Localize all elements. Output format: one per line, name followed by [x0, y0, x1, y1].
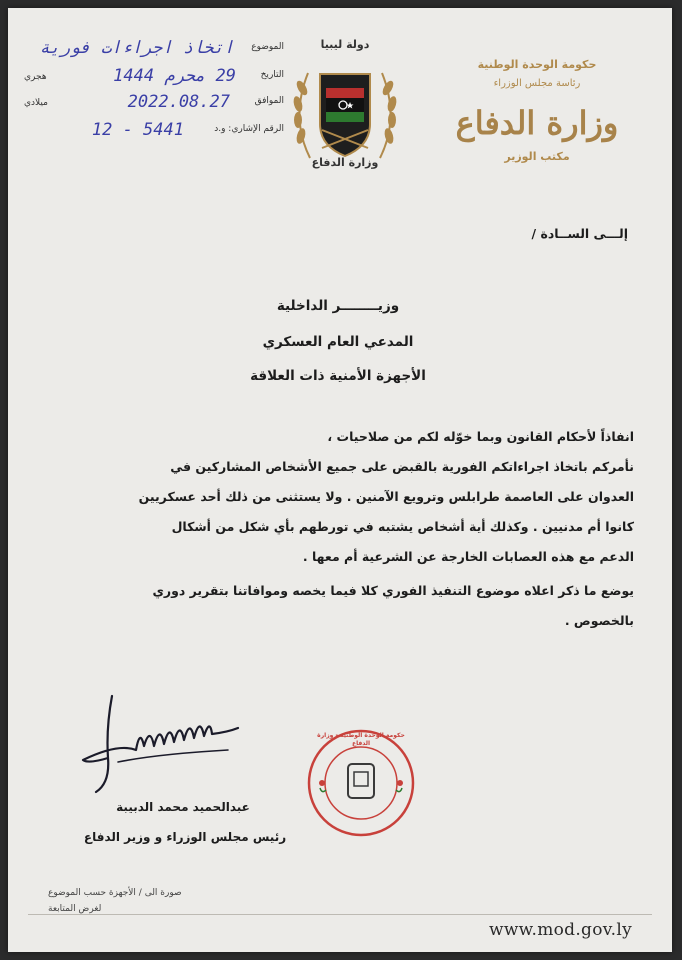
addressee-1: وزيــــــــر الداخلية — [276, 298, 400, 314]
ref-greg-row — [24, 92, 284, 114]
ref-subject-row — [24, 38, 284, 60]
libya-emblem-icon — [280, 38, 410, 178]
body-line-7: بالخصوص . — [564, 613, 634, 628]
ref-subject-label: الموضوع — [251, 42, 284, 52]
ref-number-value: 5441 - 12 — [91, 120, 184, 140]
copies-line-1: صورة الى / الأجهزة حسب الموضوع — [48, 888, 182, 898]
copies-line-2: لغرض المتابعة — [48, 904, 102, 914]
government-name: حكومة الوحدة الوطنية — [477, 58, 597, 71]
footer-divider — [28, 914, 652, 915]
emblem-bottom-text: وزارة الدفاع — [311, 156, 379, 169]
ref-hijri-suffix: هجري — [24, 72, 47, 82]
ref-hijri-label: التاريخ — [260, 70, 284, 80]
ref-greg-suffix: ميلادي — [24, 98, 48, 108]
ref-greg-value: 2022.08.27 — [127, 92, 230, 112]
signatory-title: رئيس مجلس الوزراء و وزير الدفاع — [83, 830, 287, 844]
official-stamp-icon — [306, 728, 416, 838]
signatory-name: عبدالحميد محمد الدبيبة — [116, 800, 250, 814]
ref-number-row — [24, 120, 284, 142]
ref-greg-label: الموافق — [254, 96, 284, 106]
ref-number-label: الرقم الإشاري: و.د — [214, 124, 284, 134]
body-line-6: يوضع ما ذكر اعلاه موضوع التنفيذ الفوري كلا فيما يخصه وموافاتنا بتقرير دوري — [152, 583, 634, 598]
body-line-2: نأمركم باتخاذ اجراءاتكم الفورية بالقبض على جميع الأشخاص المشاركين في — [170, 459, 634, 474]
ministry-name: وزارة الدفاع — [455, 104, 619, 142]
addressee-2: المدعي العام العسكري — [262, 334, 414, 350]
body-line-3: العدوان على العاصمة طرابلس وترويع الآمنين . ولا يستثنى من ذلك أحد عسكريين — [138, 489, 634, 504]
emblem-top-text: دولة ليبيا — [320, 38, 370, 51]
footer-website: www.mod.gov.ly — [488, 920, 632, 940]
minister-office: مكتب الوزير — [504, 150, 570, 163]
handwritten-signature — [78, 688, 278, 798]
ref-hijri-value: 29 محرم 1444 — [113, 66, 236, 86]
salutation: إلـــى الســادة / — [531, 226, 628, 241]
ref-subject-value: اتخاذ اجراءات فورية — [39, 38, 234, 58]
stamp-ring-text: حكومة الوحدة الوطنية - وزارة الدفاع — [317, 732, 405, 747]
body-line-5: الدعم مع هذه العصابات الخارجة عن الشرعية أم معها . — [302, 549, 634, 564]
letter-page — [8, 8, 672, 952]
addressee-3: الأجهزة الأمنية ذات العلاقة — [250, 368, 426, 384]
body-line-1: انفاذاً لأحكام القانون وبما خوّله لكم من صلاحيات ، — [327, 429, 634, 444]
pm-presidency: رئاسة مجلس الوزراء — [493, 78, 581, 89]
body-line-4: كانوا أم مدنيين . وكذلك أية أشخاص يشتبه في تورطهم بأي شكل من أشكال — [171, 519, 634, 534]
ref-hijri-row — [24, 66, 284, 88]
